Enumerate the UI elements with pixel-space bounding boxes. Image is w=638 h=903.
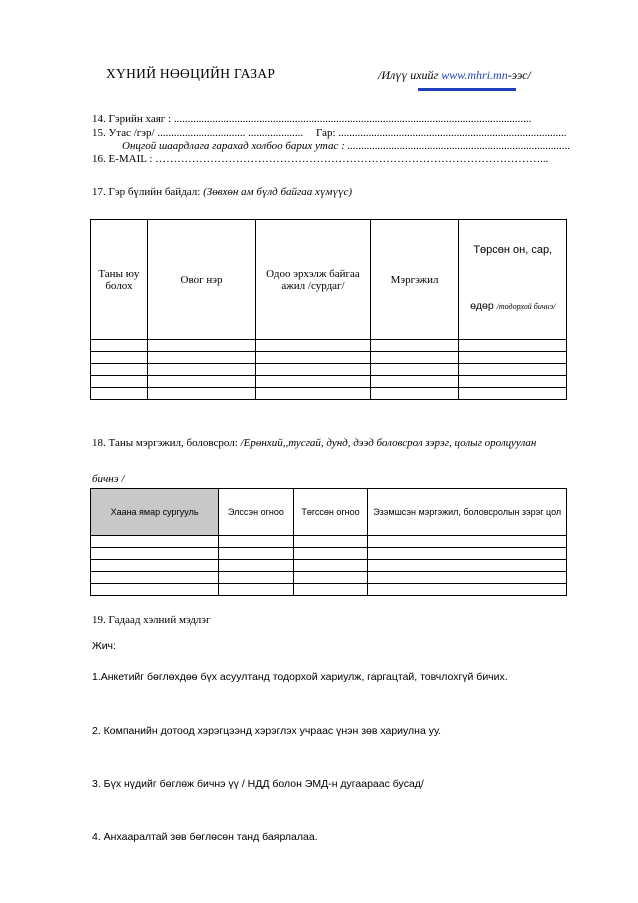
table-cell[interactable] [91, 560, 219, 572]
table-cell[interactable] [256, 352, 370, 364]
table-row [91, 352, 567, 364]
source-link[interactable]: www.mhri.mn [441, 68, 508, 82]
table-cell[interactable] [459, 340, 567, 352]
table-row [91, 560, 567, 572]
table-cell[interactable] [293, 572, 368, 584]
col-birth-date [459, 220, 567, 340]
education-table [90, 488, 567, 596]
phone-field[interactable]: 15. Утас /гэр/ ................................ .................... [92, 127, 304, 139]
birth-date-day: өдөр /тодорхой бичнэ/ [470, 299, 556, 312]
col-name: Овог нэр [147, 220, 255, 340]
table-cell[interactable] [370, 376, 459, 388]
table-row [91, 548, 567, 560]
note-1: 1.Анкетийг бөглөхдөө бүх асуултанд тодорхой хариулж, гаргацтай, товчлохгүй бичих. [92, 671, 508, 683]
table-row [91, 376, 567, 388]
table-cell[interactable] [459, 364, 567, 376]
col-profession: Мэргэжил [370, 220, 459, 340]
source-note-suffix: -ээс/ [507, 68, 531, 82]
table-cell[interactable] [256, 340, 370, 352]
table-cell[interactable] [91, 536, 219, 548]
table-cell[interactable] [147, 340, 255, 352]
table-cell[interactable] [459, 388, 567, 400]
table-row [91, 536, 567, 548]
table-cell[interactable] [368, 560, 567, 572]
col-start-date: Элссэн огноо [219, 489, 294, 536]
birth-date-label: Төрсөн он, сар, [473, 243, 553, 256]
header-accent-bar [418, 88, 516, 91]
table-cell[interactable] [147, 388, 255, 400]
table-row [91, 388, 567, 400]
family-table [90, 219, 567, 400]
table-cell[interactable] [91, 548, 219, 560]
table-cell[interactable] [91, 376, 148, 388]
col-degree: Эзэмшсэн мэргэжил, боловсролын зэрэг цол [368, 489, 567, 536]
source-note-prefix: /Илүү ихийг [378, 68, 442, 82]
family-table-header [91, 220, 567, 340]
table-cell[interactable] [368, 548, 567, 560]
table-cell[interactable] [219, 572, 294, 584]
table-cell[interactable] [293, 560, 368, 572]
education-heading-label: 18. Таны мэргэжил, боловсрол: [92, 437, 241, 449]
table-row [91, 572, 567, 584]
table-cell[interactable] [91, 584, 219, 596]
note-3: 3. Бүх нүдийг бөглөж бичнэ үү / НДД болон ЭМД-н дугаараас бусад/ [92, 778, 424, 790]
languages-heading: 19. Гадаад хэлний мэдлэг [92, 614, 211, 626]
table-cell[interactable] [370, 340, 459, 352]
mobile-field[interactable]: Гар: ................................................................................... [316, 127, 567, 139]
table-cell[interactable] [219, 536, 294, 548]
table-cell[interactable] [91, 352, 148, 364]
col-relation: Таны юу болох [91, 220, 148, 340]
table-cell[interactable] [293, 584, 368, 596]
table-cell[interactable] [293, 536, 368, 548]
table-cell[interactable] [256, 376, 370, 388]
col-end-date: Төгссөн огноо [293, 489, 368, 536]
table-cell[interactable] [368, 572, 567, 584]
family-heading-label: 17. Гэр бүлийн байдал: [92, 186, 204, 198]
education-heading-note: /Ерөнхий,,тусгай, дунд, дээд боловсрол зэрэг, цолыг оролцуулан [240, 437, 537, 449]
birth-date-note: /тодорхой бичнэ/ [496, 301, 556, 311]
table-row [91, 584, 567, 596]
table-cell[interactable] [370, 388, 459, 400]
email-field[interactable]: 16. E-MAIL : ……………………………………………………………………………………………... [92, 153, 549, 165]
table-cell[interactable] [219, 548, 294, 560]
emergency-phone-field[interactable]: Онцгой шаардлага гарахад холбоо барих утас : ................................................................................. [122, 140, 571, 152]
table-cell[interactable] [256, 388, 370, 400]
table-cell[interactable] [147, 352, 255, 364]
family-heading [92, 186, 352, 198]
table-cell[interactable] [370, 352, 459, 364]
col-current-job: Одоо эрхэлж байгаа ажил /сурдаг/ [256, 220, 370, 340]
table-cell[interactable] [91, 364, 148, 376]
table-cell[interactable] [370, 364, 459, 376]
table-cell[interactable] [147, 364, 255, 376]
table-row [91, 364, 567, 376]
table-cell[interactable] [459, 376, 567, 388]
education-heading-note-cont: бичнэ / [92, 473, 125, 485]
col-school: Хаана ямар сургууль [91, 489, 219, 536]
family-heading-note: (Зөвхөн ам бүлд байгаа хүмүүс) [203, 186, 352, 198]
table-cell[interactable] [219, 584, 294, 596]
table-cell[interactable] [256, 364, 370, 376]
note-2: 2. Компанийн дотоод хэрэгцээнд хэрэглэх учраас үнэн зөв хариулна уу. [92, 725, 442, 737]
education-heading [92, 437, 536, 449]
notes-heading: Жич: [92, 640, 116, 652]
education-table-header [91, 489, 567, 536]
table-cell[interactable] [91, 572, 219, 584]
address-field[interactable]: 14. Гэрийн хаяг : .................................................................................................................................. [92, 113, 532, 125]
note-4: 4. Анхааралтай зөв бөглөсөн танд баярлалаа. [92, 831, 318, 843]
table-cell[interactable] [147, 376, 255, 388]
table-cell[interactable] [368, 584, 567, 596]
table-cell[interactable] [293, 548, 368, 560]
source-note [378, 68, 531, 83]
table-row [91, 340, 567, 352]
table-cell[interactable] [219, 560, 294, 572]
table-cell[interactable] [91, 340, 148, 352]
table-cell[interactable] [459, 352, 567, 364]
org-title: ХҮНИЙ НӨӨЦИЙН ГАЗАР [106, 66, 276, 81]
table-cell[interactable] [368, 536, 567, 548]
table-cell[interactable] [91, 388, 148, 400]
